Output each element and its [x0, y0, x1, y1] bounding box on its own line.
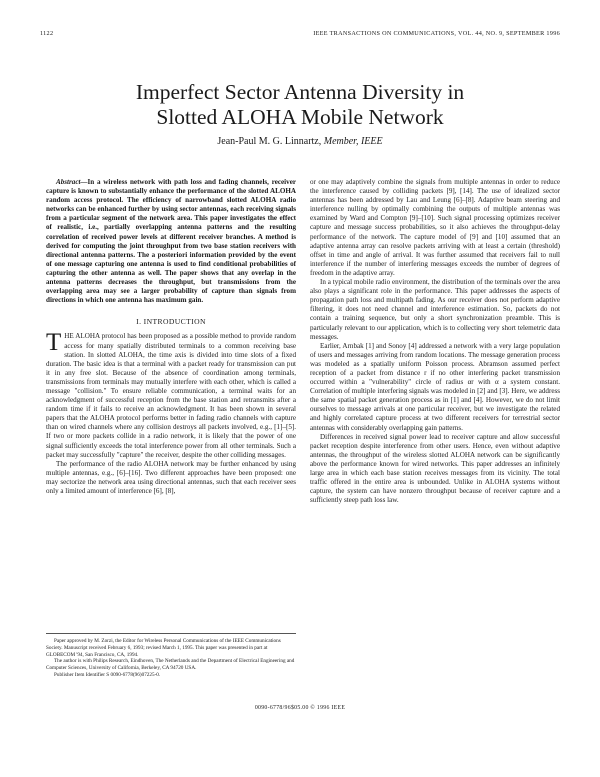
author-line — [0, 136, 600, 147]
running-head — [40, 30, 560, 42]
journal-name: IEEE TRANSACTIONS ON COMMUNICATIONS, VOL. 44, NO. 9, SEPTEMBER 1996 — [313, 30, 560, 37]
title-line-1: Imperfect Sector Antenna Diversity in — [135, 80, 465, 104]
page-number: 1122 — [40, 30, 54, 37]
drop-cap: T — [46, 329, 62, 357]
paper-title — [0, 80, 600, 130]
footnote-affiliation: The author is with Philips Research, Eindhoven, The Netherlands and the Department of Electrical Engineering and Computer Sciences, University of California, Berkeley, CA 94720 USA. — [46, 658, 295, 672]
footnote-received: Paper approved by M. Zorzi, the Editor for Wireless Personal Communications of the IEEE Communications Society. Manuscript received February 6, 1993; revised March 1, 1995. This paper was presented in part at GLOBECOM '94, San Francisco, CA, 1994. — [46, 638, 281, 658]
intro-text-1: HE ALOHA protocol has been proposed as a possible method to provide random access for many spatially distributed terminals to a common receiving base station. In slotted ALOHA, the time axis is divided into time slots of a fixed duration. The basic idea is that a terminal with a packet ready for transmission can put it in any free slot. Because of the absence of coordination among terminals, transmissions from terminals may mutually interfere with each other, which is called a message "collision." To ensure reliable communication, a terminal waits for an acknowledgment of successful reception from the base station and retransmits after a random time if it fails to receive an acknowledgment. It has been shown in several papers that the ALOHA protocol performs better in fading radio channels with capture than on wired channels where any collision destroys all packets involved, e.g., [1]–[5]. If two or more packets collide in a radio network, it is likely that the power of one signal sufficiently exceeds the total interference power from all other terminals. Such a packet may successfully "capture" the receiver, despite the other colliding messages. — [46, 332, 296, 459]
footnote-identifier: Publisher Item Identifier S 0090-6778(96)07225-0. — [54, 671, 161, 678]
intro-paragraph-2: The performance of the radio ALOHA network may be further enhanced by using multiple antennas, e.g., [6]–[16]. Two different approaches have been proposed: one may sectorize the network area using directional antennas, such that each receiver sees only a limited amount of interference [6], [8], — [46, 459, 296, 495]
author-name: Jean-Paul M. G. Linnartz, — [217, 136, 322, 147]
abstract — [46, 178, 296, 305]
right-column — [310, 178, 560, 505]
left-column — [46, 178, 296, 496]
right-paragraph-1: or one may adaptively combine the signals from multiple antennas in order to reduce the interference caused by colliding packets [9], [14]. The use of idealized sector antennas has been addressed by Lau and Leung [6]–[8]. Adaptive beam steering and interference nulling by optimally combining the outputs of multiple antennas was examined by Ward and Compton [9]–[10]. Such signal processing optimizes receiver capture and message success probabilities, so it also achieves the throughput-delay performance of the network. The capture model of [9] and [10] assumed that an adaptive antenna array can resolve packets arriving with at least a certain (threshold) offset in time and angle of arrival. It was further assumed that receivers fail to null interference if the number of interfering messages exceeds the number of degrees of freedom in the adaptive array. — [310, 178, 560, 277]
abstract-label: Abstract— — [56, 178, 88, 186]
abstract-text: In a wireless network with path loss and fading channels, receiver capture is known to substantially enhance the performance of the slotted ALOHA random access protocol. The efficiency of narrowband slotted ALOHA radio networks can be enhanced further by using sector antennas, each receiving signals from a particular segment of the network area. This paper investigates the effect of realistic, i.e., partially overlapping antenna patterns and the resulting correlation of received power levels at different receiver branches. A method is derived for computing the joint throughput from two base station receivers with directional antenna patterns. The a posteriori information provided by the event of one message capturing one antenna is used to find conditional probabilities of capturing the other antenna as well. The paper shows that any overlap in the antenna patterns decreases the throughput, but transmissions from the overlapping area may see a larger probability of capture than signals from directions in which one antenna has maximum gain. — [46, 178, 296, 305]
section-heading-introduction: I. INTRODUCTION — [136, 317, 206, 327]
copyright-code: 0090-6778/96$05.00 © 1996 IEEE — [254, 705, 346, 711]
right-paragraph-3: Earlier, Arnbak [1] and Sonoy [4] addressed a network with a very large population of users and messages arriving from random locations. The message generation process was modeled as a spatially uniform Poisson process. Abramson assumed perfect reception of a packet from distance r if no other interfering packet transmission occurred within a "vulnerability" circle of radius αr with α a system constant. Correlation of multiple interfering signals was modeled in [2] and [3]. Here, we address the same spatial packet generation process as in [1] and [4]. However, we do not limit ourselves to message arrivals at one particular receiver, but we investigate the related and highly correlated capture process at two different receivers for terrestrial sector antennas with considerably overlapping gain patterns. — [310, 341, 560, 432]
right-paragraph-4: Differences in received signal power lead to receiver capture and allow successful packet reception despite interference from other users. Hence, even without adaptive antennas, the throughput of the wireless slotted ALOHA network can be significantly above the performance known for wired networks. This paper addresses an infinitely large area in which each base station receives messages from its vicinity. The total traffic offered in the entire area is unbounded. Unlike in ALOHA systems without capture, the system can have nonzero throughput because of receiver capture and a sufficiently steep path loss law. — [310, 432, 560, 505]
right-paragraph-2: In a typical mobile radio environment, the distribution of the terminals over the area also plays a significant role in the performance. This paper addresses the aspects of propagation path loss and multipath fading. As our receiver does not perform adaptive filtering, it does not need channel and interference estimation. So, packets do not contain a training sequence, but only a short synchronization preamble. This is particularly relevant to our application, which is to collecting very short telemetric data messages. — [310, 278, 560, 341]
footnotes — [46, 633, 296, 679]
author-status: Member, IEEE — [323, 136, 383, 147]
title-line-2: Slotted ALOHA Mobile Network — [156, 105, 444, 129]
intro-paragraph-1 — [46, 329, 296, 459]
